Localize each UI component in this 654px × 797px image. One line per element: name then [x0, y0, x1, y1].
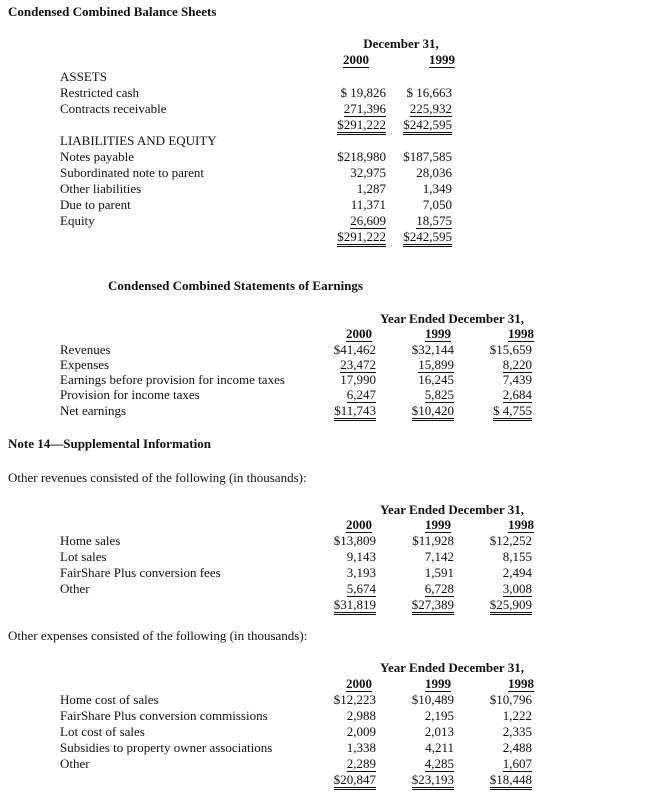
balance-sheet-period-header: December 31,	[363, 36, 439, 51]
earnings-row-label: Expenses	[60, 357, 110, 372]
other-revenues-value-1998: 3,008	[502, 581, 532, 596]
year-header-2000: 2000	[343, 52, 369, 67]
earnings-value-1999: $10,420	[412, 403, 454, 421]
other-revenues-total-2000: $31,819	[334, 597, 376, 615]
earnings-row-label: Net earnings	[60, 403, 127, 418]
liability-label: Equity	[60, 213, 95, 228]
liability-value-2000: 32,975	[350, 165, 386, 180]
balance-sheet-title: Condensed Combined Balance Sheets	[8, 4, 217, 19]
other-expenses-row-label: FairShare Plus conversion commissions	[60, 708, 268, 723]
year-header-1999: 1999	[429, 52, 455, 67]
other-expenses-value-2000: $12,223	[333, 692, 376, 707]
earnings-period-header: Year Ended December 31,	[380, 311, 524, 326]
other-expenses-value-1998: 2,488	[502, 740, 532, 755]
other-revenues-value-2000: $13,809	[333, 533, 376, 548]
asset-label: Restricted cash	[60, 85, 140, 100]
other-revenues-row-label: Home sales	[60, 533, 121, 548]
liability-value-1999: 7,050	[422, 197, 452, 212]
liability-value-2000: 11,371	[350, 197, 386, 212]
other-expenses-period-header: Year Ended December 31,	[380, 660, 524, 675]
other-expenses-total-1999: $23,193	[412, 772, 454, 790]
liabilities-total-1999: $242,595	[403, 229, 452, 247]
assets-total-2000: $291,222	[337, 117, 386, 135]
earnings-row-label: Provision for income taxes	[60, 387, 200, 402]
earnings-value-1998: 8,220	[502, 357, 532, 372]
other-expenses-value-1998: 1,607	[502, 756, 532, 771]
earnings-value-1999: 5,825	[424, 387, 454, 402]
liability-value-1999: 18,575	[416, 213, 452, 228]
liability-value-1999: 1,349	[422, 181, 452, 196]
other-expenses-value-1999: $10,489	[411, 692, 454, 707]
liability-value-2000: $218,980	[337, 149, 386, 164]
earnings-value-1999: $32,144	[411, 342, 454, 357]
other-expenses-value-1998: 2,335	[502, 724, 532, 739]
liability-label: Notes payable	[60, 149, 135, 164]
other-expenses-row-label: Subsidies to property owner associations	[60, 740, 273, 755]
earnings-value-2000: $11,743	[334, 403, 376, 421]
liability-label: Due to parent	[60, 197, 131, 212]
earnings-value-2000: $41,462	[333, 342, 376, 357]
other-revenues-value-2000: 5,674	[346, 581, 376, 596]
other-revenues-value-1999: $11,928	[412, 533, 454, 548]
earnings-row-label: Earnings before provision for income taxes	[60, 372, 285, 387]
other-revenues-value-2000: 3,193	[346, 565, 376, 580]
liability-label: Other liabilities	[60, 181, 142, 196]
liability-label: Subordinated note to parent	[60, 165, 205, 180]
other-expenses-value-1999: 2,013	[424, 724, 454, 739]
other-revenues-value-1999: 1,591	[424, 565, 454, 580]
asset-value-2000: 271,396	[343, 101, 386, 116]
year-header-1999: 1999	[425, 326, 451, 341]
other-expenses-row-label: Home cost of sales	[60, 692, 159, 707]
other-revenues-value-1999: 7,142	[424, 549, 454, 564]
year-header-2000: 2000	[346, 517, 372, 532]
other-revenues-total-1998: $25,909	[490, 597, 532, 615]
year-header-1998: 1998	[508, 676, 534, 691]
asset-value-1999: 225,932	[409, 101, 452, 116]
other-expenses-value-2000: 2,009	[346, 724, 376, 739]
other-expenses-value-1999: 2,195	[424, 708, 454, 723]
asset-value-2000: $ 19,826	[340, 85, 386, 100]
earnings-value-1998: $ 4,755	[493, 403, 532, 421]
liability-value-2000: 26,609	[350, 213, 386, 228]
other-revenues-row-label: FairShare Plus conversion fees	[60, 565, 221, 580]
other-expenses-value-2000: 2,988	[346, 708, 376, 723]
year-header-2000: 2000	[346, 676, 372, 691]
earnings-value-1998: 2,684	[502, 387, 532, 402]
note-14-title: Note 14—Supplemental Information	[8, 436, 211, 451]
liabilities-heading: LIABILITIES AND EQUITY	[60, 133, 217, 148]
assets-heading: ASSETS	[60, 69, 107, 84]
year-header-2000: 2000	[346, 326, 372, 341]
asset-value-1999: $ 16,663	[406, 85, 452, 100]
other-revenues-value-2000: 9,143	[346, 549, 376, 564]
earnings-title: Condensed Combined Statements of Earnings	[108, 278, 363, 293]
earnings-value-1999: 16,245	[418, 372, 454, 387]
earnings-row-label: Revenues	[60, 342, 111, 357]
other-revenues-row-label: Other	[60, 581, 90, 596]
other-revenues-value-1998: 8,155	[502, 549, 532, 564]
year-header-1998: 1998	[508, 326, 534, 341]
year-header-1999: 1999	[425, 676, 451, 691]
earnings-value-2000: 6,247	[346, 387, 376, 402]
other-revenues-value-1998: 2,494	[502, 565, 532, 580]
other-expenses-total-2000: $20,847	[334, 772, 376, 790]
other-expenses-row-label: Lot cost of sales	[60, 724, 145, 739]
other-expenses-row-label: Other	[60, 756, 90, 771]
other-expenses-value-1998: 1,222	[502, 708, 532, 723]
other-revenues-row-label: Lot sales	[60, 549, 107, 564]
other-revenues-total-1999: $27,389	[412, 597, 454, 615]
other-revenues-value-1998: $12,252	[489, 533, 532, 548]
earnings-value-2000: 17,990	[340, 372, 376, 387]
year-header-1998: 1998	[508, 517, 534, 532]
liability-value-2000: 1,287	[356, 181, 386, 196]
year-header-1999: 1999	[425, 517, 451, 532]
earnings-value-1999: 15,899	[418, 357, 454, 372]
other-expenses-total-1998: $18,448	[490, 772, 532, 790]
other-expenses-value-1999: 4,211	[425, 740, 454, 755]
assets-total-1999: $242,595	[403, 117, 452, 135]
liabilities-total-2000: $291,222	[337, 229, 386, 247]
earnings-value-1998: $15,659	[489, 342, 532, 357]
other-revenues-period-header: Year Ended December 31,	[380, 502, 524, 517]
other-expenses-value-2000: 1,338	[346, 740, 376, 755]
asset-label: Contracts receivable	[60, 101, 167, 116]
liability-value-1999: $187,585	[403, 149, 452, 164]
earnings-value-1998: 7,439	[502, 372, 532, 387]
other-expenses-value-2000: 2,289	[346, 756, 376, 771]
other-expenses-value-1998: $10,796	[489, 692, 532, 707]
earnings-value-2000: 23,472	[340, 357, 376, 372]
other-expenses-intro: Other expenses consisted of the following (in thousands):	[8, 628, 308, 643]
other-revenues-intro: Other revenues consisted of the following (in thousands):	[8, 470, 307, 485]
other-expenses-value-1999: 4,285	[424, 756, 454, 771]
other-revenues-value-1999: 6,728	[424, 581, 454, 596]
liability-value-1999: 28,036	[416, 165, 452, 180]
